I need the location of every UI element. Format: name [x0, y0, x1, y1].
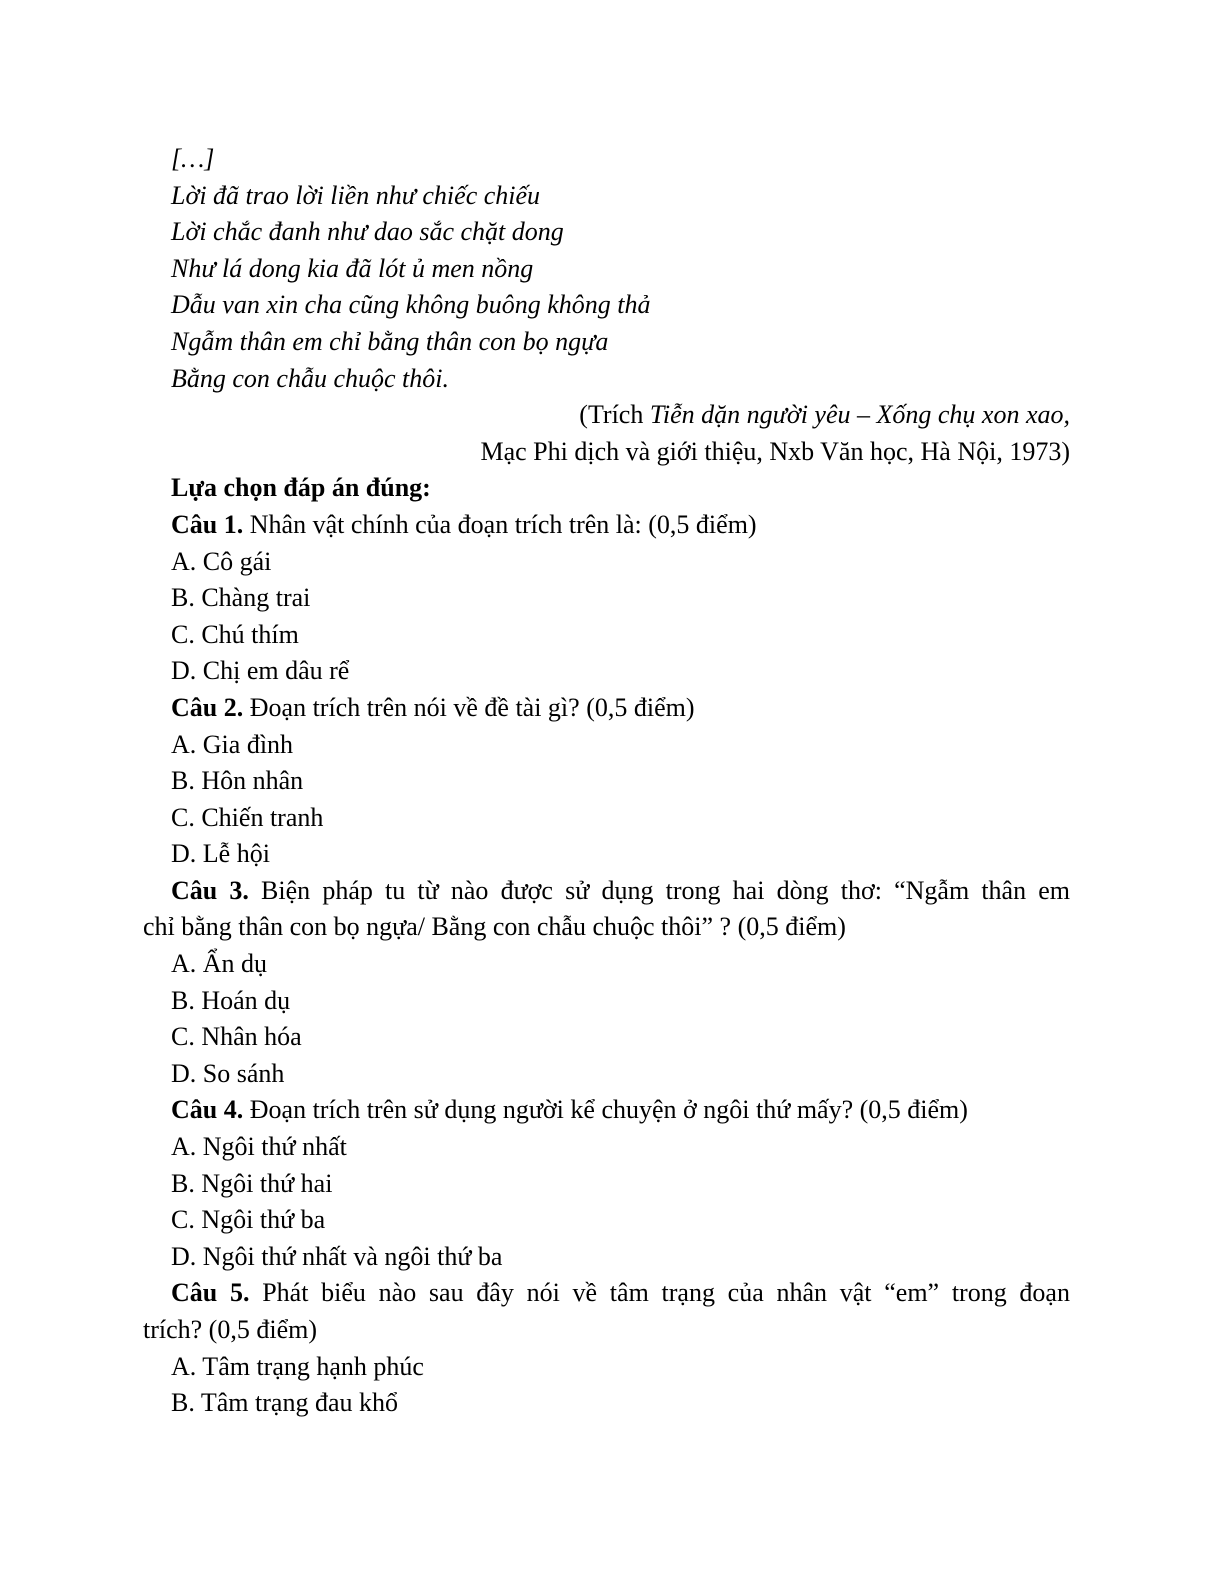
- question-stem-line-1: [143, 1275, 1070, 1312]
- poem-line: Lời đã trao lời liền như chiếc chiếu: [171, 180, 541, 210]
- question-text: Nhân vật chính của đoạn trích trên là: (0,5 điểm): [243, 509, 757, 539]
- answer-option: A. Gia đình: [171, 729, 294, 759]
- answer-option: D. Lễ hội: [171, 839, 270, 869]
- question-label: Câu 2.: [171, 692, 244, 722]
- poem-excerpt: [143, 141, 1070, 397]
- answer-option: B. Hoán dụ: [171, 985, 291, 1015]
- answer-option: B. Tâm trạng đau khổ: [171, 1388, 398, 1418]
- citation-line-2: Mạc Phi dịch và giới thiệu, Nxb Văn học, Hà Nội, 1973): [480, 436, 1070, 466]
- question-2: [143, 690, 1070, 873]
- citation-title: Tiễn dặn người yêu – Xống chụ xon xao,: [649, 400, 1070, 430]
- question-4: [143, 1092, 1070, 1275]
- answer-option: A. Cô gái: [171, 546, 272, 576]
- question-stem: [143, 507, 1070, 544]
- answer-option: C. Chiến tranh: [171, 802, 324, 832]
- question-stem-line-1: [143, 873, 1070, 910]
- question-3: [143, 873, 1070, 1093]
- question-stem: [143, 690, 1070, 727]
- document-page: [143, 141, 1070, 1422]
- answer-option: D. Ngôi thứ nhất và ngôi thứ ba: [171, 1241, 503, 1271]
- citation-prefix: (Trích: [579, 400, 650, 430]
- question-stem-line-2: trích? (0,5 điểm): [143, 1315, 317, 1344]
- answer-option: C. Ngôi thứ ba: [171, 1205, 326, 1235]
- question-stem: [143, 1092, 1070, 1129]
- question-label: Câu 3.: [171, 875, 249, 905]
- citation-line-1: [143, 397, 1070, 434]
- question-label: Câu 4.: [171, 1095, 244, 1125]
- poem-line: Ngẫm thân em chỉ bằng thân con bọ ngựa: [171, 326, 609, 356]
- question-text: Đoạn trích trên sử dụng người kể chuyện ở ngôi thứ mấy? (0,5 điểm): [243, 1095, 968, 1125]
- answer-option: D. Chị em dâu rể: [171, 656, 350, 686]
- question-stem-line-2: chỉ bằng thân con bọ ngựa/ Bằng con chẫu chuộc thôi” ? (0,5 điểm): [143, 912, 846, 942]
- answer-option: A. Ngôi thứ nhất: [171, 1132, 347, 1162]
- question-text: Đoạn trích trên nói về đề tài gì? (0,5 điểm): [243, 692, 695, 722]
- question-1: [143, 507, 1070, 690]
- answer-option: A. Ẩn dụ: [171, 949, 268, 979]
- answer-option: D. So sánh: [171, 1058, 285, 1088]
- question-text: Biện pháp tu từ nào được sử dụng trong hai dòng thơ: “Ngẫm thân em: [248, 875, 1070, 905]
- instruction-heading: Lựa chọn đáp án đúng:: [171, 473, 431, 503]
- answer-option: B. Ngôi thứ hai: [171, 1168, 333, 1198]
- answer-option: C. Nhân hóa: [171, 1022, 302, 1052]
- question-text: Phát biểu nào sau đây nói về tâm trạng của nhân vật “em” trong đoạn: [249, 1278, 1070, 1308]
- question-5: [143, 1275, 1070, 1421]
- answer-option: B. Hôn nhân: [171, 766, 304, 796]
- answer-option: A. Tâm trạng hạnh phúc: [171, 1351, 424, 1381]
- answer-option: B. Chàng trai: [171, 583, 311, 613]
- question-label: Câu 1.: [171, 509, 244, 539]
- poem-line: Như lá dong kia đã lót ủ men nồng: [171, 253, 534, 283]
- poem-line: Dẫu van xin cha cũng không buông không thả: [171, 290, 651, 320]
- citation: [143, 397, 1070, 470]
- poem-line: Lời chắc đanh như dao sắc chặt dong: [171, 217, 564, 247]
- poem-line: Bằng con chẫu chuộc thôi.: [171, 363, 449, 393]
- poem-line: […]: [171, 144, 215, 173]
- question-label: Câu 5.: [171, 1278, 250, 1308]
- answer-option: C. Chú thím: [171, 619, 299, 649]
